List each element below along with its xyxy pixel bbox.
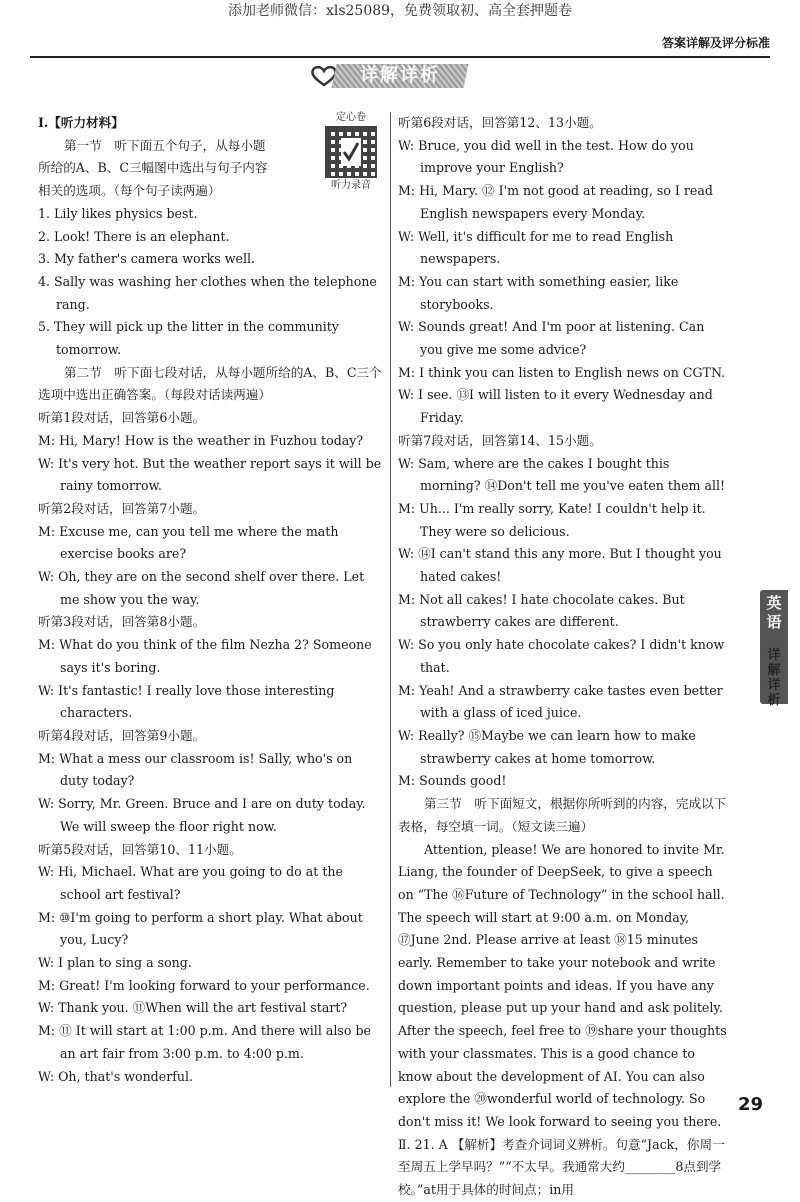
column-divider <box>390 112 391 1087</box>
dialogue-line: W: Well, it's difficult for me to read English newspapers. <box>398 228 674 267</box>
header-rule <box>30 56 770 58</box>
dialogue-line: M: ⑪ It will start at 1:00 p.m. And there will also be an art fair from 3:00 p.m. to 4:00 p.m. <box>38 1023 371 1061</box>
side-label: 详解详析 <box>767 648 781 708</box>
dialogue-line: W: Oh, they are on the second shelf over there. Let me show you the way. <box>38 569 365 607</box>
dialogue-heading: 听第4段对话，回答第9小题。 <box>38 727 206 743</box>
instruction: 第三节 听下面短文，根据你所听到的内容，完成以下表格，每空填一词。（短文读三遍） <box>398 796 727 834</box>
qr-code[interactable] <box>325 126 377 178</box>
dialogue-line: M: Hi, Mary! How is the weather in Fuzhou today? <box>38 432 364 448</box>
dialogue-line: M: Excuse me, can you tell me where the math exercise books are? <box>38 523 339 562</box>
dialogue-heading: 听第5段对话，回答第10、11小题。 <box>38 841 242 857</box>
qr-code-block <box>318 112 384 204</box>
dialogue-line: M: Hi, Mary. ⑫ I'm not good at reading, so I read English newspapers every Monday. <box>398 183 713 221</box>
dialogue-line: W: Bruce, you did well in the test. How do you improve your English? <box>398 137 694 176</box>
dialogue-heading: 听第7段对话，回答第14、15小题。 <box>398 432 602 448</box>
header-label: 答案详解及评分标准 <box>661 36 770 50</box>
dialogue-line: W: Sorry, Mr. Green. Bruce and I are on duty today. We will sweep the floor right now. <box>38 796 366 834</box>
answer-explanation: Ⅱ. 21. A 【解析】考查介词词义辨析。句意“Jack，你周一至周五上学早吗？”“不太早。我通常大约________8点到学校。”at用于具体的时间点；in用 <box>398 1136 725 1198</box>
left-column <box>38 112 383 1088</box>
dialogue-line: M: Uh... I'm really sorry, Kate! I couldn't help it. They were so delicious. <box>398 500 706 539</box>
dialogue-line: M: Great! I'm looking forward to your performance. <box>38 977 370 993</box>
dialogue-line: M: What do you think of the film Nezha 2? Someone says it's boring. <box>38 637 372 675</box>
watermark-banner: 添加老师微信：xls25089，免费领取初、高全套押题卷 <box>227 3 573 19</box>
qr-caption-bottom: 听力录音 <box>331 180 371 191</box>
dialogue-line: W: It's very hot. But the weather report says it will be rainy tomorrow. <box>38 455 382 494</box>
dialogue-line: W: So you only hate chocolate cakes? I didn't know that. <box>398 637 725 675</box>
dialogue-line: M: Not all cakes! I hate chocolate cakes. But strawberry cakes are different. <box>398 591 685 630</box>
dialogue-line: M: Sounds good! <box>398 773 507 789</box>
section-heading: Ⅰ.【听力材料】 <box>38 115 124 130</box>
dialogue-line: W: Sam, where are the cakes I bought this morning? ⑭Don't tell me you've eaten them all! <box>398 455 726 494</box>
dialogue-line: W: Sounds great! And I'm poor at listening. Can you give me some advice? <box>398 319 705 358</box>
sentence-item: 1. Lily likes physics best. <box>38 205 198 221</box>
instruction: 第二节 听下面七段对话，从每小题所给的A、B、C三个选项中选出正确答案。（每段对话读两遍） <box>38 364 382 403</box>
dialogue-line: M: I think you can listen to English news on CGTN. <box>398 364 726 380</box>
section-title-text: 详解详析 <box>360 65 440 86</box>
sentence-item: 5. They will pick up the litter in the community tomorrow. <box>38 319 339 358</box>
instruction: 第一节 听下面五个句子，从每小题所给的A、B、C三幅图中选出与句子内容相关的选项。（每个句子读两遍） <box>38 137 268 199</box>
dialogue-line: M: You can start with something easier, like storybooks. <box>398 273 679 312</box>
dialogue-line: W: I see. ⑬I will listen to it every Wednesday and Friday. <box>398 387 713 426</box>
subject-tab-text: 英语 <box>766 594 782 631</box>
dialogue-line: M: What a mess our classroom is! Sally, who's on duty today? <box>38 750 353 789</box>
qr-caption-top: 定心卷 <box>336 112 366 123</box>
section-title <box>310 62 470 92</box>
dialogue-line: W: Hi, Michael. What are you going to do at the school art festival? <box>38 864 343 902</box>
dialogue-line: W: ⑭I can't stand this any more. But I thought you hated cakes! <box>398 546 722 585</box>
dialogue-line: W: Really? ⑮Maybe we can learn how to make strawberry cakes at home tomorrow. <box>398 727 696 766</box>
sentence-item: 3. My father's camera works well. <box>38 251 256 267</box>
dialogue-line: M: ⑩I'm going to perform a short play. What about you, Lucy? <box>38 909 363 948</box>
dialogue-heading: 听第1段对话，回答第6小题。 <box>38 410 206 426</box>
dialogue-line: W: Oh, that's wonderful. <box>38 1068 194 1084</box>
dialogue-line: W: It's fantastic! I really love those interesting characters. <box>38 682 335 721</box>
dialogue-line: M: Yeah! And a strawberry cake tastes even better with a glass of iced juice. <box>398 682 723 721</box>
dialogue-line: W: Thank you. ⑪When will the art festival start? <box>38 1000 348 1016</box>
dialogue-heading: 听第3段对话，回答第8小题。 <box>38 614 206 630</box>
dialogue-heading: 听第6段对话，回答第12、13小题。 <box>398 115 602 130</box>
dialogue-line: W: I plan to sing a song. <box>38 955 192 971</box>
passage: Attention, please! We are honored to invite Mr. Liang, the founder of DeepSeek, to give a speech on “The ⑯Future of Technology” in the school hall. The speech will start at 9:00 a.m. on Monday, ⑰June 2nd. Please arrive at least ⑱15 minutes early. Remember to take your notebook and write down important points and ideas. If you have any question, please put up your hand and ask politely. After the speech, feel free to ⑲share your thoughts with your classmates. This is a good chance to know about the development of AI. You can also explore the ⑳wonderful world of technology. So don't miss it! We look forward to seeing you there. <box>398 841 727 1129</box>
sentence-item: 4. Sally was washing her clothes when the telephone rang. <box>38 273 377 312</box>
right-column <box>398 112 730 1202</box>
dialogue-heading: 听第2段对话，回答第7小题。 <box>38 500 206 516</box>
page-number: 29 <box>738 1094 764 1115</box>
sentence-item: 2. Look! There is an elephant. <box>38 228 230 244</box>
checkmark-icon <box>341 138 361 166</box>
